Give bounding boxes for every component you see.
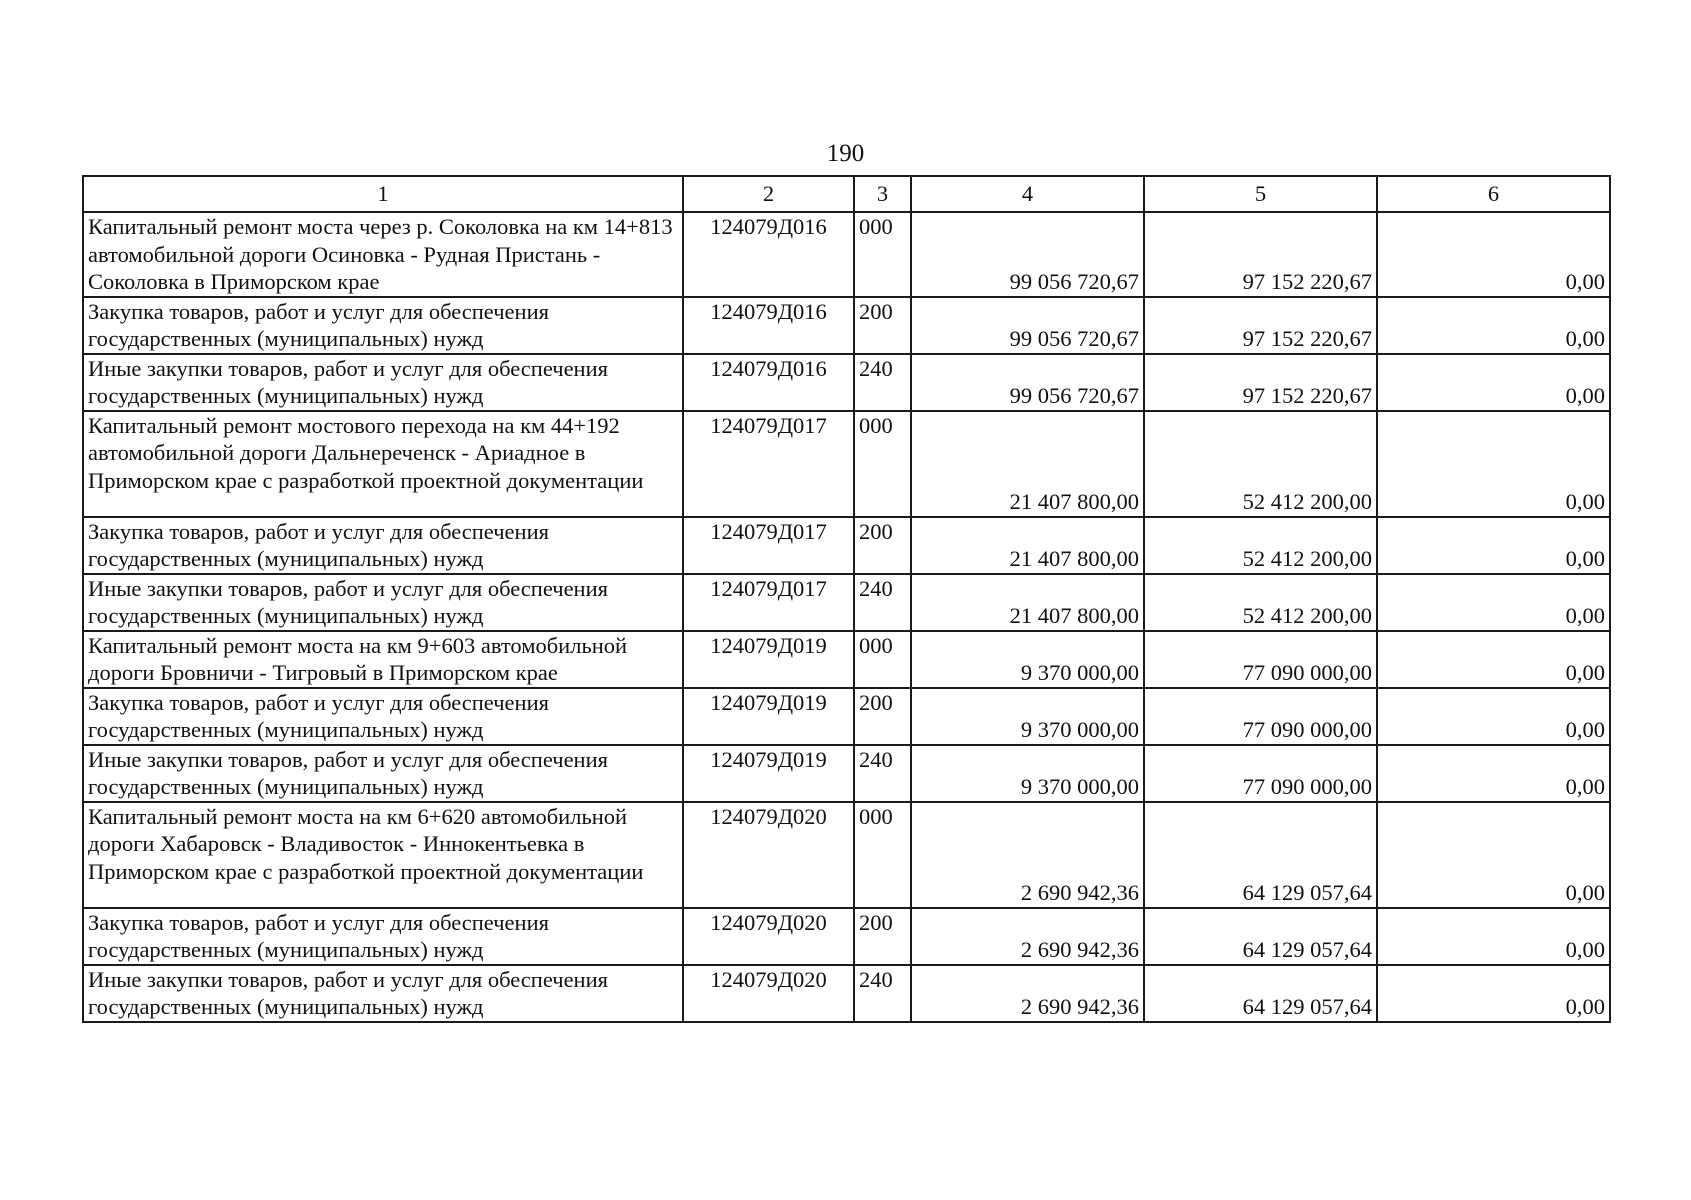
expense-type-cell: 200 [854,908,911,965]
amount-col5-cell: 97 152 220,67 [1144,354,1377,411]
amount-col6-cell: 0,00 [1377,631,1610,688]
item-name-cell: Капитальный ремонт моста на км 9+603 автомобильной дороги Бровничи - Тигровый в Приморском крае [83,631,683,688]
amount-col4-cell: 2 690 942,36 [911,802,1144,908]
item-name-cell: Закупка товаров, работ и услуг для обеспечения государственных (муниципальных) нужд [83,908,683,965]
amount-col6-cell: 0,00 [1377,688,1610,745]
expense-type-cell: 000 [854,631,911,688]
amount-col6-cell: 0,00 [1377,212,1610,297]
expense-type-cell: 240 [854,965,911,1022]
amount-col5-cell: 77 090 000,00 [1144,631,1377,688]
amount-col5-cell: 64 129 057,64 [1144,802,1377,908]
item-name-cell: Закупка товаров, работ и услуг для обеспечения государственных (муниципальных) нужд [83,688,683,745]
amount-col4-cell: 99 056 720,67 [911,354,1144,411]
column-header: 3 [854,176,911,212]
target-code-cell: 124079Д019 [683,631,854,688]
target-code-cell: 124079Д016 [683,297,854,354]
amount-col4-cell: 21 407 800,00 [911,574,1144,631]
amount-col4-cell: 9 370 000,00 [911,688,1144,745]
amount-col4-cell: 9 370 000,00 [911,745,1144,802]
amount-col4-cell: 21 407 800,00 [911,411,1144,517]
item-name-cell: Капитальный ремонт моста на км 6+620 автомобильной дороги Хабаровск - Владивосток - Иннокентьевка в Приморском крае с разработкой проектной документации [83,802,683,908]
table-row [83,574,1610,631]
target-code-cell: 124079Д019 [683,688,854,745]
expense-type-cell: 000 [854,212,911,297]
item-name-cell: Закупка товаров, работ и услуг для обеспечения государственных (муниципальных) нужд [83,297,683,354]
item-name-cell: Капитальный ремонт моста через р. Соколовка на км 14+813 автомобильной дороги Осиновка - Рудная Пристань - Соколовка в Приморском крае [83,212,683,297]
amount-col6-cell: 0,00 [1377,297,1610,354]
amount-col4-cell: 2 690 942,36 [911,908,1144,965]
amount-col5-cell: 52 412 200,00 [1144,517,1377,574]
column-header: 6 [1377,176,1610,212]
table-row [83,411,1610,517]
table-row [83,745,1610,802]
item-name-cell: Капитальный ремонт мостового перехода на км 44+192 автомобильной дороги Дальнереченск - Ариадное в Приморском крае с разработкой проектной документации [83,411,683,517]
amount-col5-cell: 64 129 057,64 [1144,965,1377,1022]
amount-col5-cell: 97 152 220,67 [1144,297,1377,354]
target-code-cell: 124079Д020 [683,802,854,908]
item-name-cell: Иные закупки товаров, работ и услуг для обеспечения государственных (муниципальных) нужд [83,354,683,411]
amount-col5-cell: 52 412 200,00 [1144,411,1377,517]
target-code-cell: 124079Д016 [683,212,854,297]
amount-col4-cell: 99 056 720,67 [911,297,1144,354]
amount-col5-cell: 64 129 057,64 [1144,908,1377,965]
table-row [83,802,1610,908]
amount-col4-cell: 21 407 800,00 [911,517,1144,574]
expense-type-cell: 240 [854,354,911,411]
target-code-cell: 124079Д020 [683,965,854,1022]
budget-table [82,175,1611,1023]
target-code-cell: 124079Д017 [683,574,854,631]
expense-type-cell: 240 [854,574,911,631]
page-number: 190 [826,140,865,167]
target-code-cell: 124079Д017 [683,517,854,574]
item-name-cell: Иные закупки товаров, работ и услуг для обеспечения государственных (муниципальных) нужд [83,965,683,1022]
table-row [83,965,1610,1022]
expense-type-cell: 200 [854,517,911,574]
item-name-cell: Иные закупки товаров, работ и услуг для обеспечения государственных (муниципальных) нужд [83,574,683,631]
amount-col6-cell: 0,00 [1377,802,1610,908]
target-code-cell: 124079Д016 [683,354,854,411]
amount-col6-cell: 0,00 [1377,517,1610,574]
table-row [83,212,1610,297]
target-code-cell: 124079Д017 [683,411,854,517]
table-row [83,297,1610,354]
column-header: 5 [1144,176,1377,212]
amount-col4-cell: 99 056 720,67 [911,212,1144,297]
amount-col6-cell: 0,00 [1377,965,1610,1022]
column-header: 4 [911,176,1144,212]
table-row [83,517,1610,574]
table-body [83,212,1610,1022]
amount-col4-cell: 2 690 942,36 [911,965,1144,1022]
expense-type-cell: 240 [854,745,911,802]
table-row [83,631,1610,688]
target-code-cell: 124079Д019 [683,745,854,802]
header-row [83,176,1610,212]
table-row [83,688,1610,745]
amount-col5-cell: 77 090 000,00 [1144,745,1377,802]
expense-type-cell: 200 [854,688,911,745]
column-header: 1 [83,176,683,212]
amount-col4-cell: 9 370 000,00 [911,631,1144,688]
expense-type-cell: 200 [854,297,911,354]
amount-col5-cell: 97 152 220,67 [1144,212,1377,297]
column-header: 2 [683,176,854,212]
table-row [83,908,1610,965]
item-name-cell: Закупка товаров, работ и услуг для обеспечения государственных (муниципальных) нужд [83,517,683,574]
amount-col6-cell: 0,00 [1377,354,1610,411]
item-name-cell: Иные закупки товаров, работ и услуг для обеспечения государственных (муниципальных) нужд [83,745,683,802]
amount-col6-cell: 0,00 [1377,574,1610,631]
amount-col6-cell: 0,00 [1377,745,1610,802]
expense-type-cell: 000 [854,411,911,517]
amount-col5-cell: 52 412 200,00 [1144,574,1377,631]
amount-col5-cell: 77 090 000,00 [1144,688,1377,745]
table-row [83,354,1610,411]
amount-col6-cell: 0,00 [1377,908,1610,965]
target-code-cell: 124079Д020 [683,908,854,965]
amount-col6-cell: 0,00 [1377,411,1610,517]
expense-type-cell: 000 [854,802,911,908]
